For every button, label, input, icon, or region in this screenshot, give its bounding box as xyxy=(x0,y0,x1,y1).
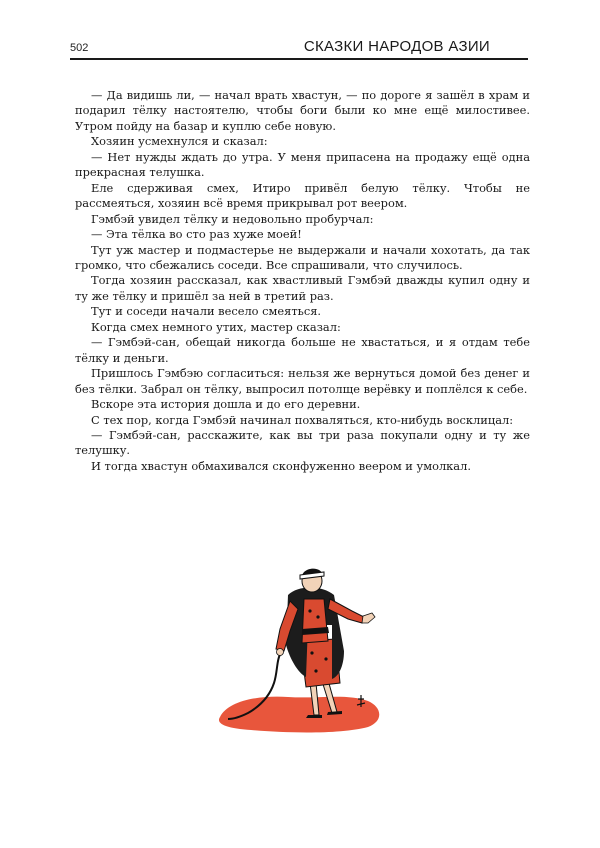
robe-upper xyxy=(302,599,328,643)
hand-left xyxy=(277,649,284,656)
paragraph: — Гэмбэй-сан, обещай никогда больше не хвастаться, и я отдам тебе тёлку и деньги. xyxy=(75,335,530,365)
paragraph: И тогда хвастун обмахивался сконфуженно веером и умолкал. xyxy=(91,458,471,473)
braggart-illustration xyxy=(218,555,386,735)
paragraph: — Да видишь ли, — начал врать хвастун, — по дороге я зашёл в храм и подарил тёлку настоятелю, чтобы боги были ко мне ещё милостивее. Утром пойду на базар и куплю себе новую. xyxy=(75,88,530,133)
paragraph: Гэмбэй увидел тёлку и недовольно пробурчал: xyxy=(91,211,374,226)
paragraph: Тогда хозяин рассказал, как хвастливый Гэмбэй дважды купил одну и ту же тёлку и пришёл за ней в третий раз. xyxy=(75,273,530,303)
page-header xyxy=(70,36,528,60)
robe-pattern xyxy=(308,609,311,612)
paragraph: Пришлось Гэмбэю согласиться: нельзя же вернуться домой без денег и без тёлки. Забрал он тёлку, выпросил потолще верёвку и поплёлся к себе. xyxy=(75,366,530,396)
paragraph: С тех пор, когда Гэмбэй начинал похваляться, кто-нибудь восклицал: xyxy=(91,412,514,427)
page-number: 502 xyxy=(70,42,89,54)
paragraph: Тут уж мастер и подмастерье не выдержали и начали хохотать, да так громко, что сбежались соседи. Все спрашивали, что случилось. xyxy=(75,242,530,272)
paragraph: Вскоре эта история дошла и до его деревни. xyxy=(91,397,361,412)
robe-pattern xyxy=(310,651,313,654)
robe-pattern xyxy=(324,657,327,660)
running-title: СКАЗКИ НАРОДОВ АЗИИ xyxy=(303,38,490,55)
braggart-figure-drawing xyxy=(218,555,386,735)
paragraph: Тут и соседи начали весело смеяться. xyxy=(91,304,322,319)
header-rule xyxy=(70,58,528,60)
sandal-left xyxy=(306,715,322,718)
paragraph: Когда смех немного утих, мастер сказал: xyxy=(91,319,341,334)
paragraph: — Гэмбэй-сан, расскажите, как вы три раза покупали одну и ту же телушку. xyxy=(75,427,530,458)
robe-pattern xyxy=(314,669,317,672)
robe-pattern xyxy=(316,615,319,618)
paragraph: — Нет нужды ждать до утра. У меня припасена на продажу ещё одна прекрасная телушка. xyxy=(75,149,530,180)
paragraph: — Эта тёлка во сто раз хуже моей! xyxy=(91,227,302,242)
story-text xyxy=(75,88,530,474)
paragraph: Еле сдерживая смех, Итиро привёл белую тёлку. Чтобы не рассмеяться, хозяин всё время прикрывал рот веером. xyxy=(75,180,530,211)
paragraph: Хозяин усмехнулся и сказал: xyxy=(91,134,268,149)
hand-right xyxy=(362,613,375,623)
